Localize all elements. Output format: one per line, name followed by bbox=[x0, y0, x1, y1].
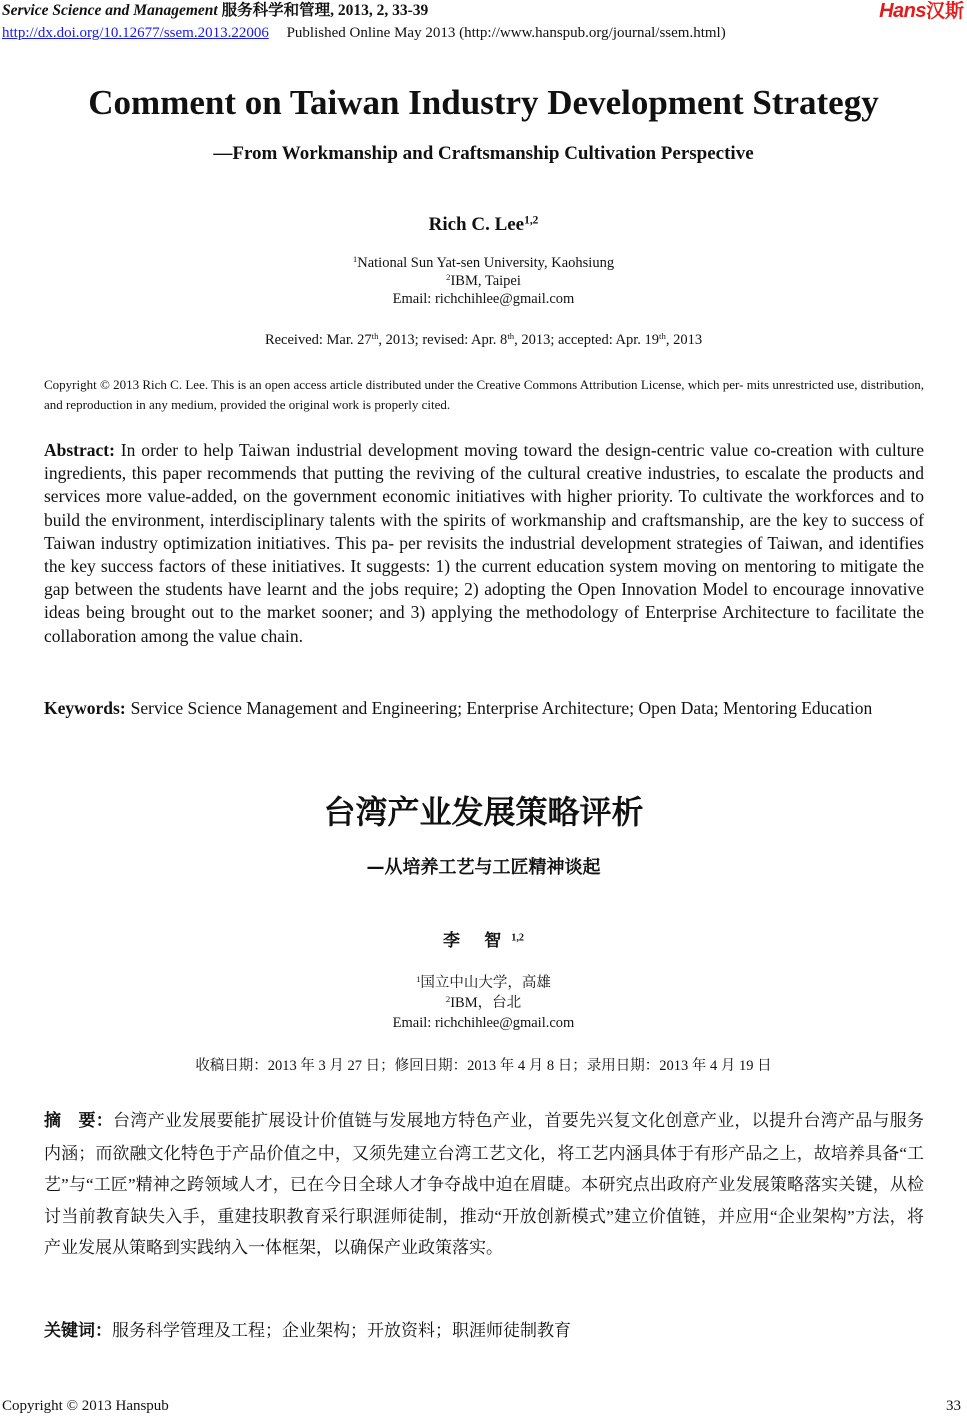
cn-keywords-label: 关键词： bbox=[44, 1321, 112, 1341]
cn-dates-line: 收稿日期：2013 年 3 月 27 日；修回日期：2013 年 4 月 8 日；录用日期：2013 年 4 月 19 日 bbox=[195, 1058, 772, 1074]
page-number: 33 bbox=[946, 1398, 961, 1414]
dates-line bbox=[0, 332, 967, 349]
cn-abstract-text: 台湾产业发展要能扩展设计价值链与发展地方特色产业，首要先兴复文化创意产业，以提升台湾产品与服务内涵；而欲融文化特色于产品价值之中，又须先建立台湾工艺文化，将工艺内涵具体于有形产品之上，故培养具备“工艺”与“工匠”精神之跨领域人才，已在今日全球人才争夺战中迫在眉睫。本研究点出政府产业发展策略落实关键，从检讨当前教育缺失入手，重建技职教育采行职涯师徒制，推动“开放创新模式”建立价值链，并应用“企业架构”方法，将产业发展从策略到实践纳入一体框架，以确保产业政策落实。 bbox=[44, 1111, 925, 1257]
affiliation-sup: 2 bbox=[446, 272, 451, 283]
paper-subtitle: —From Workmanship and Craftsmanship Cultivation Perspective bbox=[213, 143, 754, 164]
cn-subtitle: —从培养工艺与工匠精神谈起 bbox=[366, 857, 601, 878]
date-sup: th bbox=[371, 331, 379, 342]
affiliation-text: IBM，台北 bbox=[450, 995, 522, 1011]
affiliation-sup: 2 bbox=[445, 994, 451, 1005]
cn-author-sup: 1,2 bbox=[511, 932, 524, 944]
affiliation-2 bbox=[0, 273, 967, 291]
affiliation-sup: 1 bbox=[416, 974, 421, 985]
author bbox=[0, 214, 967, 236]
cn-abstract bbox=[44, 1105, 924, 1264]
date-sup: th bbox=[659, 331, 666, 342]
date-tail: , 2013 bbox=[665, 332, 703, 348]
logo-latin: Hans bbox=[879, 0, 926, 22]
keywords-label: Keywords: bbox=[44, 698, 126, 718]
affiliation-text: 国立中山大学，高雄 bbox=[420, 975, 551, 991]
journal-header bbox=[2, 2, 428, 20]
published-online: Published Online May 2013 (http://www.hanspub.org/journal/ssem.html) bbox=[286, 25, 726, 41]
cn-author bbox=[0, 930, 967, 952]
journal-volume: 服务科学和管理, 2013, 2, 33-39 bbox=[221, 2, 429, 19]
affiliation-1 bbox=[0, 255, 967, 273]
author-sup: 1,2 bbox=[524, 214, 539, 227]
doi-line bbox=[2, 24, 726, 42]
affiliation-text: National Sun Yat-sen University, Kaohsiung bbox=[357, 255, 615, 271]
keywords-text: Service Science Management and Engineering; Enterprise Architecture; Open Data; Mentoring Education bbox=[130, 698, 873, 718]
abstract-text: In order to help Taiwan industrial development moving toward the design-centric value co-creation with culture ingredients, this paper recommends that putting the reviving of the cultural creative industries, to escalate the products and services more value-added, on the government economic initiatives with higher priority. To cultivate the workforces and to build the environment, interdisciplinary talents with the spirits of workmanship and craftsmanship, are the key to success of Taiwan industry optimization initiatives. This pa- per revisits the industrial development strategies of Taiwan, and identifies the key success factors of these initiatives. It suggests: 1) the current education system moving on mentoring to mitigate the gap between the students have learnt and the jobs require; 2) adopting the Open Innovation Model to encourage innovative ideas being brought out to the market sooner; and 3) applying the methodology of Enterprise Architecture to facilitate the collaboration among the value chain. bbox=[44, 440, 924, 646]
paper-title: Comment on Taiwan Industry Development Strategy bbox=[88, 83, 879, 122]
keywords bbox=[44, 697, 924, 720]
cn-abstract-label: 摘 要： bbox=[44, 1111, 114, 1131]
footer-copyright: Copyright © 2013 Hanspub bbox=[2, 1398, 169, 1414]
abstract bbox=[44, 439, 924, 648]
author-email: Email: richchihlee@gmail.com bbox=[392, 291, 575, 307]
cn-keywords bbox=[44, 1320, 924, 1342]
copyright-notice: Copyright © 2013 Rich C. Lee. This is an open access article distributed under the Creative Commons Attribution License, which per- mits unrestricted use, distribution, and reproduction in any medium, provided the original work is properly cited. bbox=[44, 377, 924, 412]
affiliation-sup: 1 bbox=[352, 254, 358, 265]
cn-author-name: 李 智 bbox=[443, 931, 512, 950]
logo-cn: 汉斯 bbox=[925, 1, 964, 22]
accepted-date: , 2013; accepted: Apr. 19 bbox=[514, 332, 660, 348]
doi-link[interactable]: http://dx.doi.org/10.12677/ssem.2013.22006 bbox=[2, 25, 269, 41]
cn-affiliation-2 bbox=[0, 995, 967, 1013]
hans-logo bbox=[879, 0, 964, 23]
cn-email: Email: richchihlee@gmail.com bbox=[392, 1015, 575, 1031]
affiliation-text: IBM, Taipei bbox=[450, 273, 521, 289]
revised-date: , 2013; revised: Apr. 8 bbox=[378, 332, 508, 348]
author-name: Rich C. Lee bbox=[428, 214, 525, 235]
received-date: Received: Mar. 27 bbox=[264, 332, 372, 348]
cn-title: 台湾产业发展策略评析 bbox=[323, 793, 644, 831]
cn-affiliation-1 bbox=[0, 975, 967, 993]
date-sup: th bbox=[507, 331, 515, 342]
abstract-label: Abstract: bbox=[44, 440, 115, 460]
cn-keywords-text: 服务科学管理及工程；企业架构；开放资料；职涯师徒制教育 bbox=[112, 1321, 571, 1340]
journal-name: Service Science and Management bbox=[2, 2, 218, 19]
